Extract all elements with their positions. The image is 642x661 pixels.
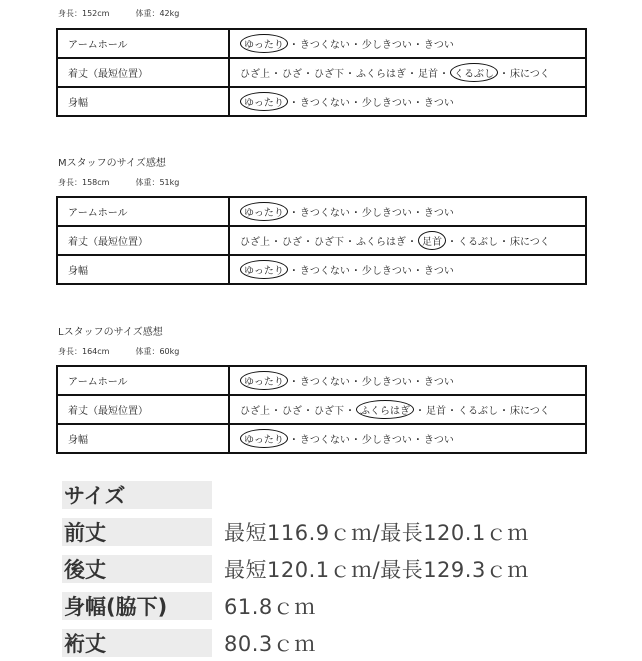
option-separator: ・ [350, 435, 361, 446]
option-separator: ・ [345, 69, 355, 80]
option: 少しきつい [361, 208, 412, 219]
option-separator: ・ [499, 406, 509, 417]
fit-row-length [57, 226, 586, 255]
spec-value: 最短116.9ｃｍ/最長120.1ｃｍ [224, 520, 529, 545]
option-separator: ・ [288, 377, 299, 388]
option-separator: ・ [350, 266, 361, 277]
option: きつくない [299, 98, 350, 109]
size-heading: サイズ [62, 481, 212, 509]
option: 少しきつい [361, 40, 412, 51]
spec-key: 裄丈 [62, 629, 212, 657]
option: きつくない [299, 435, 350, 446]
fit-row-length [57, 58, 586, 87]
height-label: 身長：164cm [58, 347, 110, 356]
fit-row-width [57, 255, 586, 284]
height-label: 身長：158cm [58, 178, 110, 187]
option-separator: ・ [412, 208, 423, 219]
spec-row-back-length [62, 550, 622, 587]
size-spec-section [62, 476, 622, 661]
option: ひざ下 [314, 69, 344, 80]
selected-option: ゆったり [240, 429, 288, 448]
spec-value: 最短120.1ｃｍ/最長129.3ｃｍ [224, 557, 529, 582]
option: くるぶし [458, 406, 498, 417]
row-label: 身幅 [57, 424, 229, 453]
option: 少しきつい [361, 98, 412, 109]
option-separator: ・ [412, 377, 423, 388]
option: 少しきつい [361, 266, 412, 277]
spec-value: 80.3ｃｍ [224, 631, 316, 656]
staff-meta-3 [58, 346, 179, 357]
fit-row-width [57, 424, 586, 453]
option-separator: ・ [288, 208, 299, 219]
option-separator: ・ [350, 377, 361, 388]
option: ひざ [282, 237, 302, 248]
option: 床につく [510, 237, 550, 248]
option-separator: ・ [350, 40, 361, 51]
option-separator: ・ [303, 69, 313, 80]
option-separator: ・ [303, 406, 313, 417]
option-list [229, 58, 586, 87]
option-list [229, 29, 586, 58]
option-list [229, 87, 586, 116]
row-label: 着丈（最短位置） [57, 395, 229, 424]
fit-table-3 [56, 365, 587, 454]
spec-row-sleeve [62, 624, 622, 661]
option-separator: ・ [288, 40, 299, 51]
option-separator: ・ [439, 69, 449, 80]
selected-option: ゆったり [240, 260, 288, 279]
option-separator: ・ [499, 237, 509, 248]
row-label: 身幅 [57, 87, 229, 116]
fit-table-2 [56, 196, 587, 285]
size-heading-row [62, 476, 622, 513]
row-label: アームホール [57, 29, 229, 58]
fit-row-armhole [57, 197, 586, 226]
spec-key: 身幅(脇下) [62, 592, 212, 620]
option-separator: ・ [350, 208, 361, 219]
height-label: 身長：152cm [58, 9, 110, 18]
weight-label: 体重：51kg [135, 178, 180, 187]
option-list [229, 197, 586, 226]
option-separator: ・ [288, 266, 299, 277]
option-separator: ・ [303, 237, 313, 248]
selected-option: 足首 [418, 231, 446, 250]
option: きつい [423, 377, 454, 388]
option-separator: ・ [499, 69, 509, 80]
selected-option: ゆったり [240, 34, 288, 53]
option-separator: ・ [350, 98, 361, 109]
option: 少しきつい [361, 435, 412, 446]
spec-value: 61.8ｃｍ [224, 594, 316, 619]
option: ひざ [282, 69, 302, 80]
option-separator: ・ [412, 40, 423, 51]
staff-title-m: Mスタッフのサイズ感想 [58, 158, 166, 169]
spec-row-front-length [62, 513, 622, 550]
option-separator: ・ [345, 406, 355, 417]
selected-option: ゆったり [240, 202, 288, 221]
spec-row-width [62, 587, 622, 624]
option: きつい [423, 40, 454, 51]
option-separator: ・ [407, 69, 417, 80]
option-separator: ・ [271, 406, 281, 417]
option: ひざ [282, 406, 302, 417]
fit-table-1 [56, 28, 587, 117]
staff-meta-1 [58, 8, 179, 19]
option: 少しきつい [361, 377, 412, 388]
option: きつくない [299, 208, 350, 219]
fit-row-width [57, 87, 586, 116]
weight-label: 体重：42kg [135, 9, 180, 18]
option: きつくない [299, 377, 350, 388]
staff-title-l: Lスタッフのサイズ感想 [58, 327, 163, 338]
option-separator: ・ [271, 69, 281, 80]
option: 床につく [510, 69, 550, 80]
fit-row-armhole [57, 366, 586, 395]
option: ひざ上 [240, 237, 270, 248]
selected-option: ゆったり [240, 371, 288, 390]
option: くるぶし [458, 237, 498, 248]
selected-option: くるぶし [450, 63, 498, 82]
row-label: アームホール [57, 366, 229, 395]
staff-meta-2 [58, 177, 179, 188]
option-separator: ・ [288, 435, 299, 446]
option-list [229, 226, 586, 255]
option-separator: ・ [412, 98, 423, 109]
option: きつい [423, 98, 454, 109]
spec-key: 前丈 [62, 518, 212, 546]
option-separator: ・ [412, 435, 423, 446]
option: きつくない [299, 40, 350, 51]
option: 床につく [510, 406, 550, 417]
row-label: 着丈（最短位置） [57, 226, 229, 255]
option: きつい [423, 208, 454, 219]
selected-option: ふくらはぎ [356, 400, 414, 419]
option-list [229, 255, 586, 284]
selected-option: ゆったり [240, 92, 288, 111]
row-label: 着丈（最短位置） [57, 58, 229, 87]
option-separator: ・ [345, 237, 355, 248]
row-label: アームホール [57, 197, 229, 226]
weight-label: 体重：60kg [135, 347, 180, 356]
option: ひざ下 [314, 237, 344, 248]
option: きつくない [299, 266, 350, 277]
option: ひざ上 [240, 406, 270, 417]
option: ひざ上 [240, 69, 270, 80]
option-separator: ・ [415, 406, 425, 417]
option-list [229, 424, 586, 453]
option-separator: ・ [447, 406, 457, 417]
option-separator: ・ [407, 237, 417, 248]
fit-row-length [57, 395, 586, 424]
option: 足首 [418, 69, 438, 80]
option: ふくらはぎ [356, 69, 406, 80]
option: 足首 [426, 406, 446, 417]
option-separator: ・ [271, 237, 281, 248]
option-separator: ・ [447, 237, 457, 248]
option: きつい [423, 266, 454, 277]
option-list [229, 395, 586, 424]
option-separator: ・ [412, 266, 423, 277]
option: ふくらはぎ [356, 237, 406, 248]
fit-row-armhole [57, 29, 586, 58]
spec-key: 後丈 [62, 555, 212, 583]
option-separator: ・ [288, 98, 299, 109]
option-list [229, 366, 586, 395]
option: ひざ下 [314, 406, 344, 417]
option: きつい [423, 435, 454, 446]
row-label: 身幅 [57, 255, 229, 284]
